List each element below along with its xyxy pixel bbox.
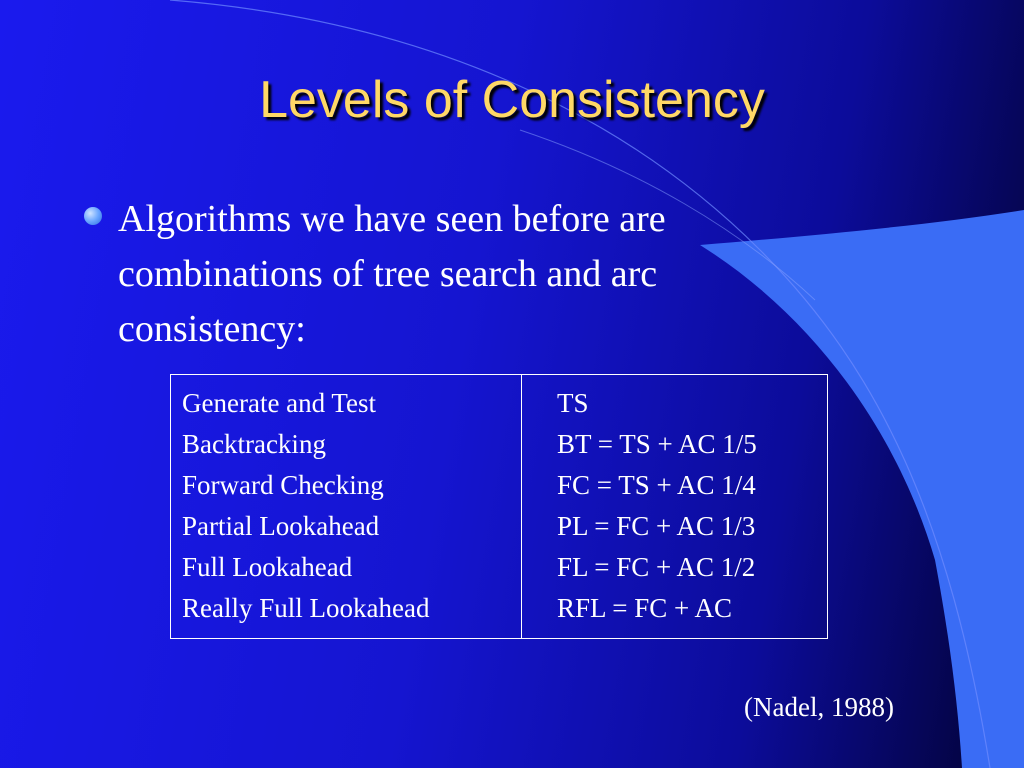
algorithm-name: Really Full Lookahead (182, 593, 430, 623)
table-column-divider (521, 375, 522, 638)
algorithm-name: Partial Lookahead (182, 511, 380, 541)
algorithm-names-column (182, 383, 429, 629)
algorithm-name: Full Lookahead (182, 552, 353, 582)
algorithm-formula: BT = TS + AC 1/5 (557, 429, 757, 459)
algorithm-formula: TS (557, 388, 589, 418)
algorithm-formula: PL = FC + AC 1/3 (557, 511, 756, 541)
algorithm-formula: RFL = FC + AC (557, 593, 733, 623)
algorithm-name: Generate and Test (182, 388, 377, 418)
bullet-dot-icon (84, 207, 102, 225)
algorithm-name: Forward Checking (182, 470, 384, 500)
algorithm-formula: FL = FC + AC 1/2 (557, 552, 756, 582)
algorithm-formulas-column (557, 383, 757, 629)
algorithm-table (170, 374, 828, 639)
algorithm-name: Backtracking (182, 429, 326, 459)
bullet-text: Algorithms we have seen before are combinations of tree search and arc consistency: (118, 198, 666, 350)
slide-title: Levels of Consistency (259, 71, 765, 129)
citation: (Nadel, 1988) (744, 692, 894, 722)
algorithm-formula: FC = TS + AC 1/4 (557, 470, 756, 500)
